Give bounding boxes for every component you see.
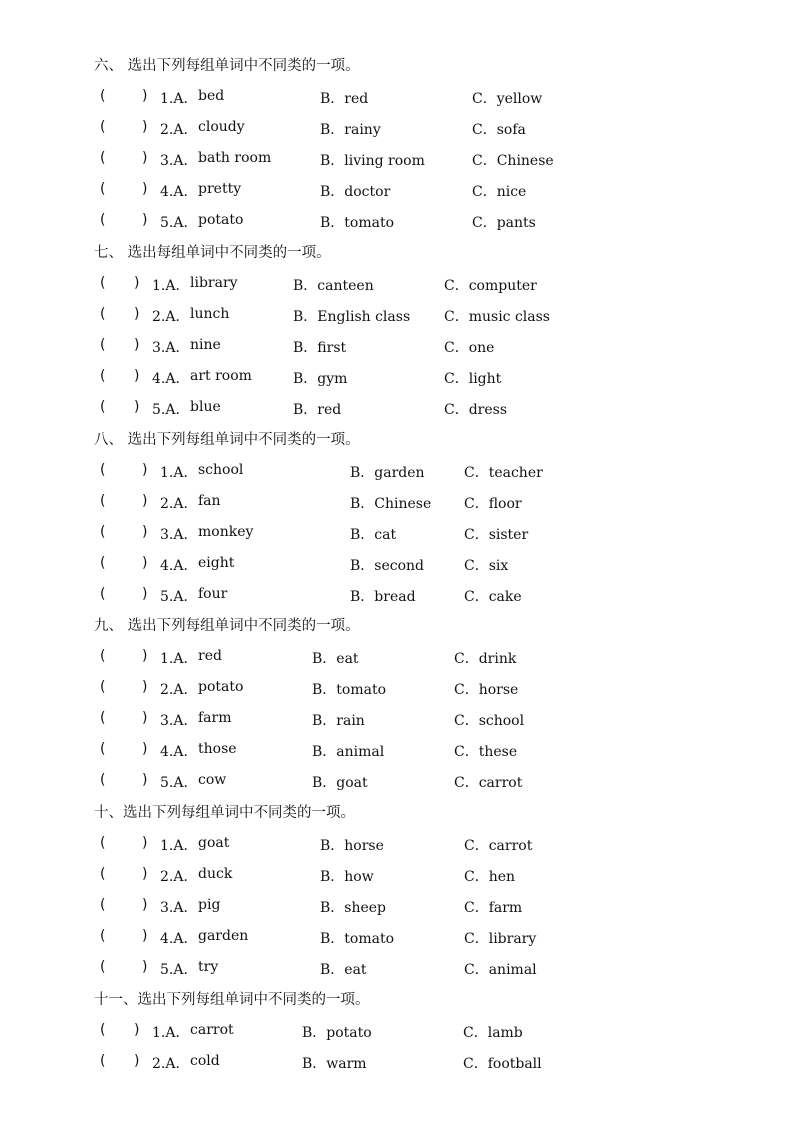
question-number: 4.A． — [152, 371, 190, 388]
answer-blank-open[interactable]: ( — [100, 150, 106, 167]
answer-blank-open[interactable]: ( — [100, 493, 106, 510]
answer-blank-open[interactable]: ( — [100, 462, 106, 478]
option-a: nine — [190, 337, 221, 354]
answer-blank-open[interactable]: ( — [100, 866, 106, 883]
question-number: 4.A． — [160, 558, 198, 575]
answer-blank-close: ) — [142, 741, 148, 758]
option-b: B．eat — [312, 651, 359, 667]
question-row — [0, 181, 794, 201]
question-number: 2.A． — [152, 1056, 190, 1073]
option-b: B．red — [293, 402, 342, 419]
answer-blank-close: ) — [134, 368, 140, 385]
question-number: 2.A． — [160, 122, 198, 139]
question-row — [0, 928, 794, 948]
option-c: C．animal — [464, 962, 537, 979]
question-row — [0, 462, 794, 482]
option-a: blue — [190, 399, 221, 416]
question-row — [0, 648, 794, 668]
option-a: goat — [198, 835, 230, 851]
question-number: 5.A． — [160, 589, 198, 606]
question-number: 1.A． — [160, 465, 198, 481]
option-c: C．light — [444, 371, 502, 388]
option-b: B．bread — [350, 589, 416, 606]
question-row — [0, 586, 794, 606]
option-c: C．pants — [472, 215, 536, 232]
question-number: 2.A． — [160, 869, 198, 886]
question-row — [0, 959, 794, 979]
question-row — [0, 772, 794, 792]
option-a: bed — [198, 88, 225, 104]
question-number: 1.A． — [160, 91, 198, 107]
option-c: C．carrot — [454, 775, 523, 792]
question-number: 3.A． — [152, 340, 190, 357]
answer-blank-open[interactable]: ( — [100, 306, 106, 323]
question-number: 3.A． — [160, 900, 198, 917]
answer-blank-close: ) — [142, 493, 148, 510]
answer-blank-open[interactable]: ( — [100, 959, 106, 976]
option-b: B．tomato — [312, 682, 387, 699]
option-c: C．one — [444, 340, 495, 357]
question-row — [0, 150, 794, 170]
option-b: B．doctor — [320, 184, 391, 201]
option-c: C．horse — [454, 682, 519, 699]
option-b: B．tomato — [320, 931, 395, 948]
question-number: 2.A． — [160, 682, 198, 699]
question-row — [0, 524, 794, 544]
option-a: bath room — [198, 150, 272, 167]
option-b: B．cat — [350, 527, 397, 544]
section-title: 八、 选出下列每组单词中不同类的一项。 — [94, 432, 360, 448]
question-number: 5.A． — [160, 775, 198, 792]
option-b: B．sheep — [320, 900, 387, 917]
answer-blank-open[interactable]: ( — [100, 741, 106, 758]
option-b: B．goat — [312, 775, 368, 792]
answer-blank-close: ) — [142, 524, 148, 541]
answer-blank-close: ) — [142, 555, 148, 572]
section-title: 九、 选出下列每组单词中不同类的一项。 — [94, 618, 360, 634]
option-a: carrot — [190, 1022, 234, 1038]
question-number: 3.A． — [160, 527, 198, 544]
option-c: C．library — [464, 931, 537, 948]
question-row — [0, 835, 794, 855]
option-c: C．nice — [472, 184, 527, 201]
question-row — [0, 710, 794, 730]
option-c: C．yellow — [472, 91, 543, 107]
answer-blank-open[interactable]: ( — [100, 772, 106, 789]
option-a: cow — [198, 772, 227, 789]
option-c: C．cake — [464, 589, 522, 606]
option-c: C．sofa — [472, 122, 526, 139]
answer-blank-open[interactable]: ( — [100, 212, 106, 229]
question-number: 1.A． — [160, 838, 198, 854]
option-a: library — [190, 275, 238, 291]
option-c: C．these — [454, 744, 518, 761]
answer-blank-open[interactable]: ( — [100, 275, 106, 291]
answer-blank-open[interactable]: ( — [100, 399, 106, 416]
question-row — [0, 88, 794, 108]
answer-blank-open[interactable]: ( — [100, 679, 106, 696]
option-b: B．horse — [320, 838, 384, 854]
option-a: eight — [198, 555, 235, 572]
option-a: potato — [198, 679, 244, 696]
option-c: C．six — [464, 558, 509, 575]
answer-blank-close: ) — [142, 866, 148, 883]
question-number: 3.A． — [160, 153, 198, 170]
section-title: 十、选出下列每组单词中不同类的一项。 — [94, 805, 355, 821]
option-a: fan — [198, 493, 221, 510]
option-a: try — [198, 959, 219, 976]
option-b: B．first — [293, 340, 347, 357]
option-b: B．garden — [350, 465, 425, 481]
option-c: C．farm — [464, 900, 523, 917]
option-c: C．drink — [454, 651, 517, 667]
option-c: C．lamb — [463, 1025, 523, 1041]
option-c: C．teacher — [464, 465, 543, 481]
question-row — [0, 368, 794, 388]
answer-blank-close: ) — [142, 212, 148, 229]
answer-blank-open[interactable]: ( — [100, 1022, 106, 1038]
option-c: C．dress — [444, 402, 508, 419]
option-b: B．Chinese — [350, 496, 432, 513]
question-row — [0, 741, 794, 761]
option-a: pig — [198, 897, 221, 914]
option-a: garden — [198, 928, 249, 945]
answer-blank-close: ) — [142, 772, 148, 789]
question-row — [0, 212, 794, 232]
option-a: art room — [190, 368, 252, 385]
option-c: C．football — [463, 1056, 542, 1073]
question-row — [0, 337, 794, 357]
answer-blank-open[interactable]: ( — [100, 337, 106, 354]
answer-blank-close: ) — [142, 150, 148, 167]
option-b: B．rain — [312, 713, 365, 730]
option-a: pretty — [198, 181, 242, 198]
option-c: C．computer — [444, 278, 537, 294]
option-c: C．sister — [464, 527, 529, 544]
option-a: duck — [198, 866, 233, 883]
answer-blank-open[interactable]: ( — [100, 1053, 106, 1070]
answer-blank-close: ) — [142, 462, 148, 478]
answer-blank-close: ) — [142, 181, 148, 198]
option-a: farm — [198, 710, 232, 727]
answer-blank-close: ) — [142, 835, 148, 851]
answer-blank-close: ) — [142, 959, 148, 976]
answer-blank-close: ) — [134, 399, 140, 416]
answer-blank-close: ) — [142, 710, 148, 727]
option-a: cold — [190, 1053, 220, 1070]
answer-blank-close: ) — [134, 1022, 140, 1038]
answer-blank-close: ) — [142, 119, 148, 136]
option-a: lunch — [190, 306, 230, 323]
option-b: B．English class — [293, 309, 411, 326]
question-number: 1.A． — [160, 651, 198, 667]
question-number: 4.A． — [160, 744, 198, 761]
answer-blank-open[interactable]: ( — [100, 710, 106, 727]
section-title: 六、 选出下列每组单词中不同类的一项。 — [94, 58, 360, 74]
option-a: four — [198, 586, 228, 603]
option-c: C．music class — [444, 309, 550, 326]
question-row — [0, 275, 794, 295]
question-row — [0, 555, 794, 575]
option-a: potato — [198, 212, 244, 229]
option-c: C．floor — [464, 496, 522, 513]
option-a: red — [198, 648, 222, 664]
option-b: B．rainy — [320, 122, 381, 139]
question-row — [0, 493, 794, 513]
option-b: B．warm — [302, 1056, 367, 1073]
question-number: 2.A． — [152, 309, 190, 326]
option-b: B．red — [320, 91, 369, 107]
question-row — [0, 399, 794, 419]
question-number: 2.A． — [160, 496, 198, 513]
option-c: C．carrot — [464, 838, 533, 854]
answer-blank-close: ) — [142, 928, 148, 945]
answer-blank-open[interactable]: ( — [100, 928, 106, 945]
answer-blank-close: ) — [134, 306, 140, 323]
option-c: C．hen — [464, 869, 516, 886]
answer-blank-close: ) — [134, 1053, 140, 1070]
option-a: school — [198, 462, 244, 478]
option-c: C．school — [454, 713, 525, 730]
option-b: B．tomato — [320, 215, 395, 232]
option-b: B．second — [350, 558, 425, 575]
answer-blank-open[interactable]: ( — [100, 835, 106, 851]
question-row — [0, 1022, 794, 1042]
question-row — [0, 866, 794, 886]
answer-blank-open[interactable]: ( — [100, 368, 106, 385]
option-a: those — [198, 741, 237, 758]
question-row — [0, 897, 794, 917]
option-b: B．how — [320, 869, 374, 886]
question-row — [0, 306, 794, 326]
answer-blank-open[interactable]: ( — [100, 586, 106, 603]
section-title: 七、 选出每组单词中不同类的一项。 — [94, 245, 331, 261]
question-number: 3.A． — [160, 713, 198, 730]
option-b: B．canteen — [293, 278, 374, 294]
answer-blank-close: ) — [142, 648, 148, 664]
option-b: B．gym — [293, 371, 348, 388]
answer-blank-close: ) — [142, 586, 148, 603]
answer-blank-close: ) — [142, 897, 148, 914]
question-row — [0, 679, 794, 699]
option-b: B．living room — [320, 153, 425, 170]
section-title: 十一、选出下列每组单词中不同类的一项。 — [94, 992, 370, 1008]
question-number: 5.A． — [160, 215, 198, 232]
answer-blank-close: ) — [134, 337, 140, 354]
answer-blank-close: ) — [134, 275, 140, 291]
answer-blank-open[interactable]: ( — [100, 897, 106, 914]
answer-blank-open[interactable]: ( — [100, 555, 106, 572]
answer-blank-open[interactable]: ( — [100, 524, 106, 541]
answer-blank-open[interactable]: ( — [100, 119, 106, 136]
question-row — [0, 119, 794, 139]
option-a: monkey — [198, 524, 254, 541]
answer-blank-close: ) — [142, 679, 148, 696]
question-number: 4.A． — [160, 931, 198, 948]
question-number: 5.A． — [152, 402, 190, 419]
option-b: B．eat — [320, 962, 367, 979]
question-row — [0, 1053, 794, 1073]
question-number: 4.A． — [160, 184, 198, 201]
answer-blank-open[interactable]: ( — [100, 181, 106, 198]
option-c: C．Chinese — [472, 153, 554, 170]
question-number: 5.A． — [160, 962, 198, 979]
answer-blank-open[interactable]: ( — [100, 88, 106, 104]
answer-blank-open[interactable]: ( — [100, 648, 106, 664]
option-b: B．animal — [312, 744, 385, 761]
question-number: 1.A． — [152, 278, 190, 294]
answer-blank-close: ) — [142, 88, 148, 104]
option-a: cloudy — [198, 119, 245, 136]
option-b: B．potato — [302, 1025, 372, 1041]
question-number: 1.A． — [152, 1025, 190, 1041]
